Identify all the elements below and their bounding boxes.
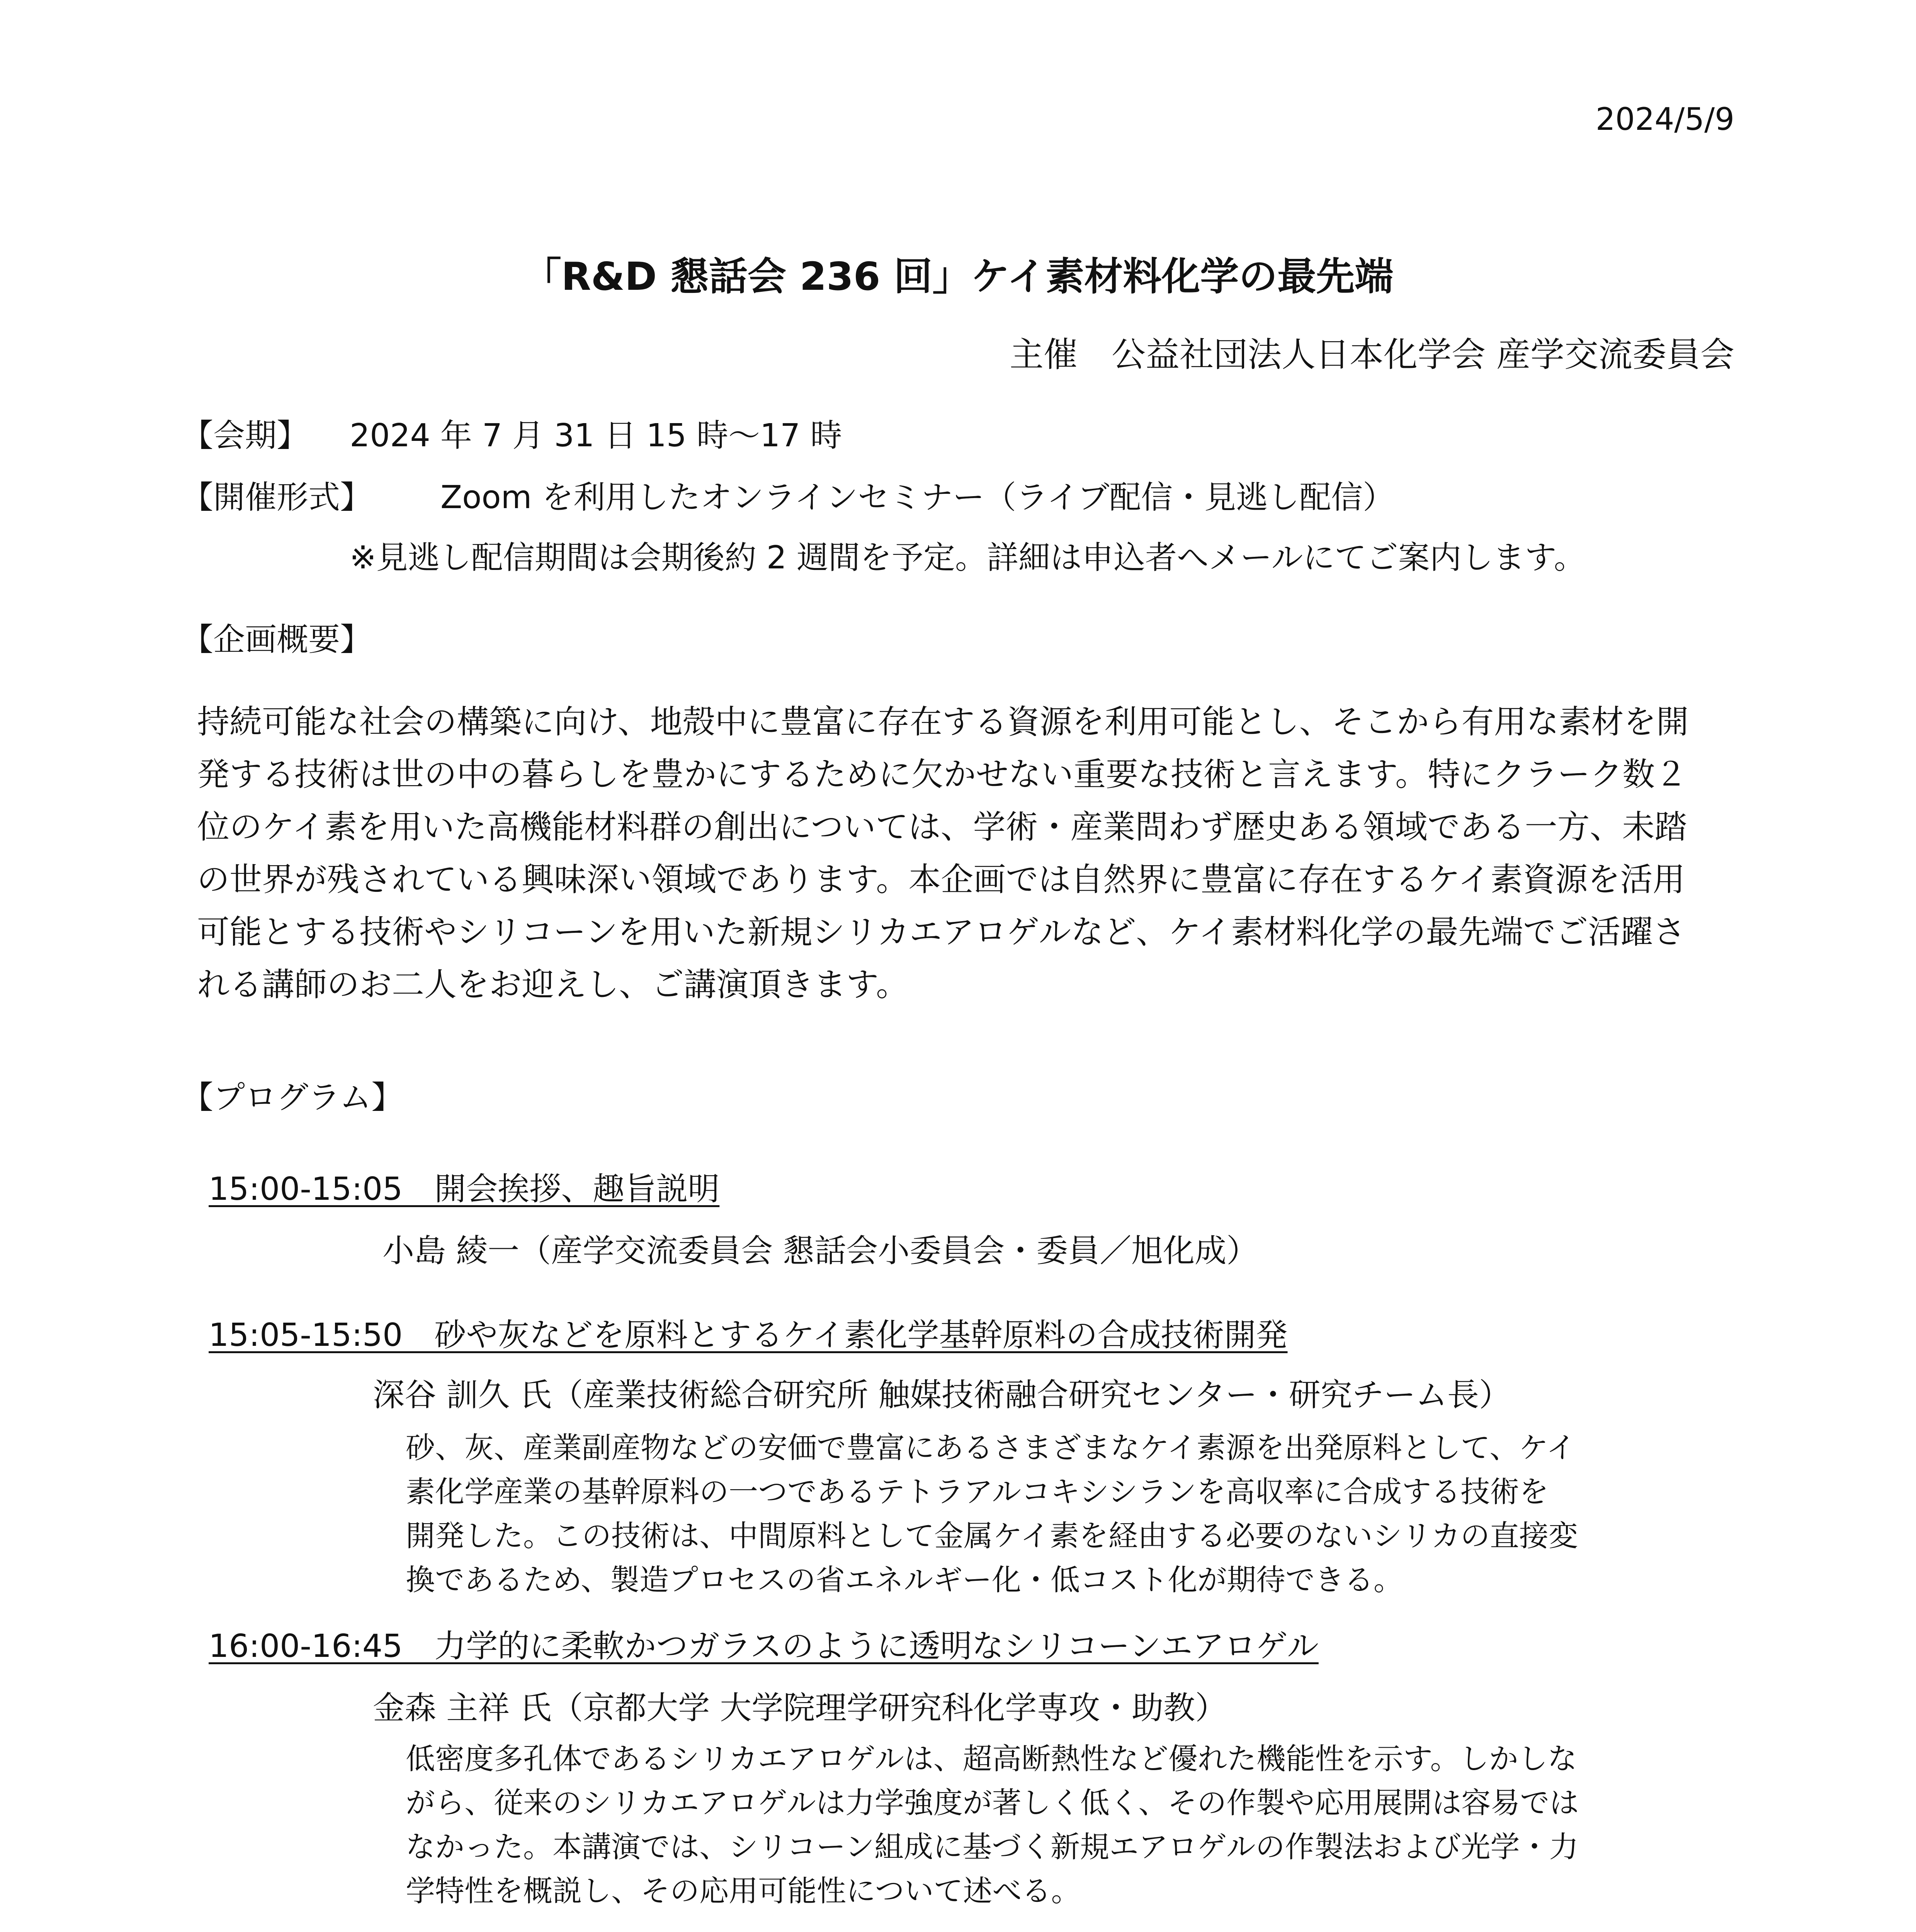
overview-line: 可能とする技術やシリコーンを用いた新規シリカエアロゲルなど、ケイ素材料化学の最先端でご活躍さ	[197, 913, 1686, 951]
overview-label: 【企画概要】	[182, 621, 372, 658]
overview-line: の世界が残されている興味深い領域であります。本企画では自然界に豊富に存在するケイ素資源を活用	[197, 861, 1685, 898]
program-item-2-speaker: 深谷 訓久 氏（産業技術総合研究所 触媒技術融合研究センター・研究チーム長）	[373, 1377, 1511, 1413]
description-line: 学特性を概説し、その応用可能性について述べる。	[406, 1874, 1081, 1908]
program-item-3-description	[406, 1737, 1681, 1913]
program-item-3-speaker: 金森 主祥 氏（京都大学 大学院理学研究科化学専攻・助教）	[373, 1690, 1227, 1726]
description-line: 換であるため、製造プロセスの省エネルギー化・低コスト化が期待できる。	[406, 1563, 1403, 1597]
format-value: Zoom を利用したオンラインセミナー（ライブ配信・見逃し配信）	[440, 479, 1395, 516]
overview-line: れる講師のお二人をお迎えし、ご講演頂きます。	[197, 966, 909, 1003]
program-item-4-heading	[209, 1930, 584, 1932]
description-line: がら、従来のシリカエアロゲルは力学強度が著しく低く、その作製や応用展開は容易では	[406, 1786, 1579, 1820]
overview-paragraph	[197, 696, 1735, 1011]
description-line: なかった。本講演では、シリコーン組成に基づく新規エアロゲルの作製法および光学・力	[406, 1830, 1579, 1864]
format-label: 【開催形式】	[182, 479, 372, 516]
description-line: 砂、灰、産業副産物などの安価で豊富にあるさまざまなケイ素源を出発原料として、ケイ	[406, 1430, 1576, 1465]
document-date: 2024/5/9	[1595, 101, 1734, 137]
program-item-3-heading: 16:00-16:45 力学的に柔軟かつガラスのように透明なシリコーンエアロゲル	[209, 1628, 1319, 1665]
period-value: 2024 年 7 月 31 日 15 時～17 時	[350, 417, 842, 454]
description-line: 開発した。この技術は、中間原料として金属ケイ素を経由する必要のないシリカの直接変	[406, 1519, 1578, 1553]
description-line: 素化学産業の基幹原料の一つであるテトラアルコキシシランを高収率に合成する技術を	[406, 1475, 1549, 1509]
program-item-1-speaker: 小島 綾一（産学交流委員会 懇話会小委員会・委員／旭化成）	[383, 1233, 1258, 1269]
document-title: 「R&D 懇話会 236 回」ケイ素材料化学の最先端	[522, 254, 1394, 299]
overview-line: 発する技術は世の中の暮らしを豊かにするために欠かせない重要な技術と言えます。特にクラーク数２	[197, 755, 1688, 793]
period-label: 【会期】	[182, 417, 309, 454]
program-item-1-heading: 15:00-15:05 開会挨拶、趣旨説明	[209, 1171, 720, 1208]
format-note: ※見逃し配信期間は会期後約 2 週間を予定。詳細は申込者へメールにてご案内します。	[350, 539, 1586, 576]
overview-line: 位のケイ素を用いた高機能材料群の創出については、学術・産業問わず歴史ある領域である一方、未踏	[197, 808, 1687, 846]
organizer: 主催 公益社団法人日本化学会 産学交流委員会	[1010, 335, 1734, 374]
overview-line: 持続可能な社会の構築に向け、地殻中に豊富に存在する資源を利用可能とし、そこから有用な素材を開	[197, 703, 1689, 741]
program-item-2-heading: 15:05-15:50 砂や灰などを原料とするケイ素化学基幹原料の合成技術開発	[209, 1317, 1288, 1354]
description-line: 低密度多孔体であるシリカエアロゲルは、超高断熱性など優れた機能性を示す。しかしな	[406, 1742, 1577, 1776]
program-label: 【プログラム】	[182, 1079, 403, 1116]
program-item-2-description	[406, 1426, 1681, 1602]
